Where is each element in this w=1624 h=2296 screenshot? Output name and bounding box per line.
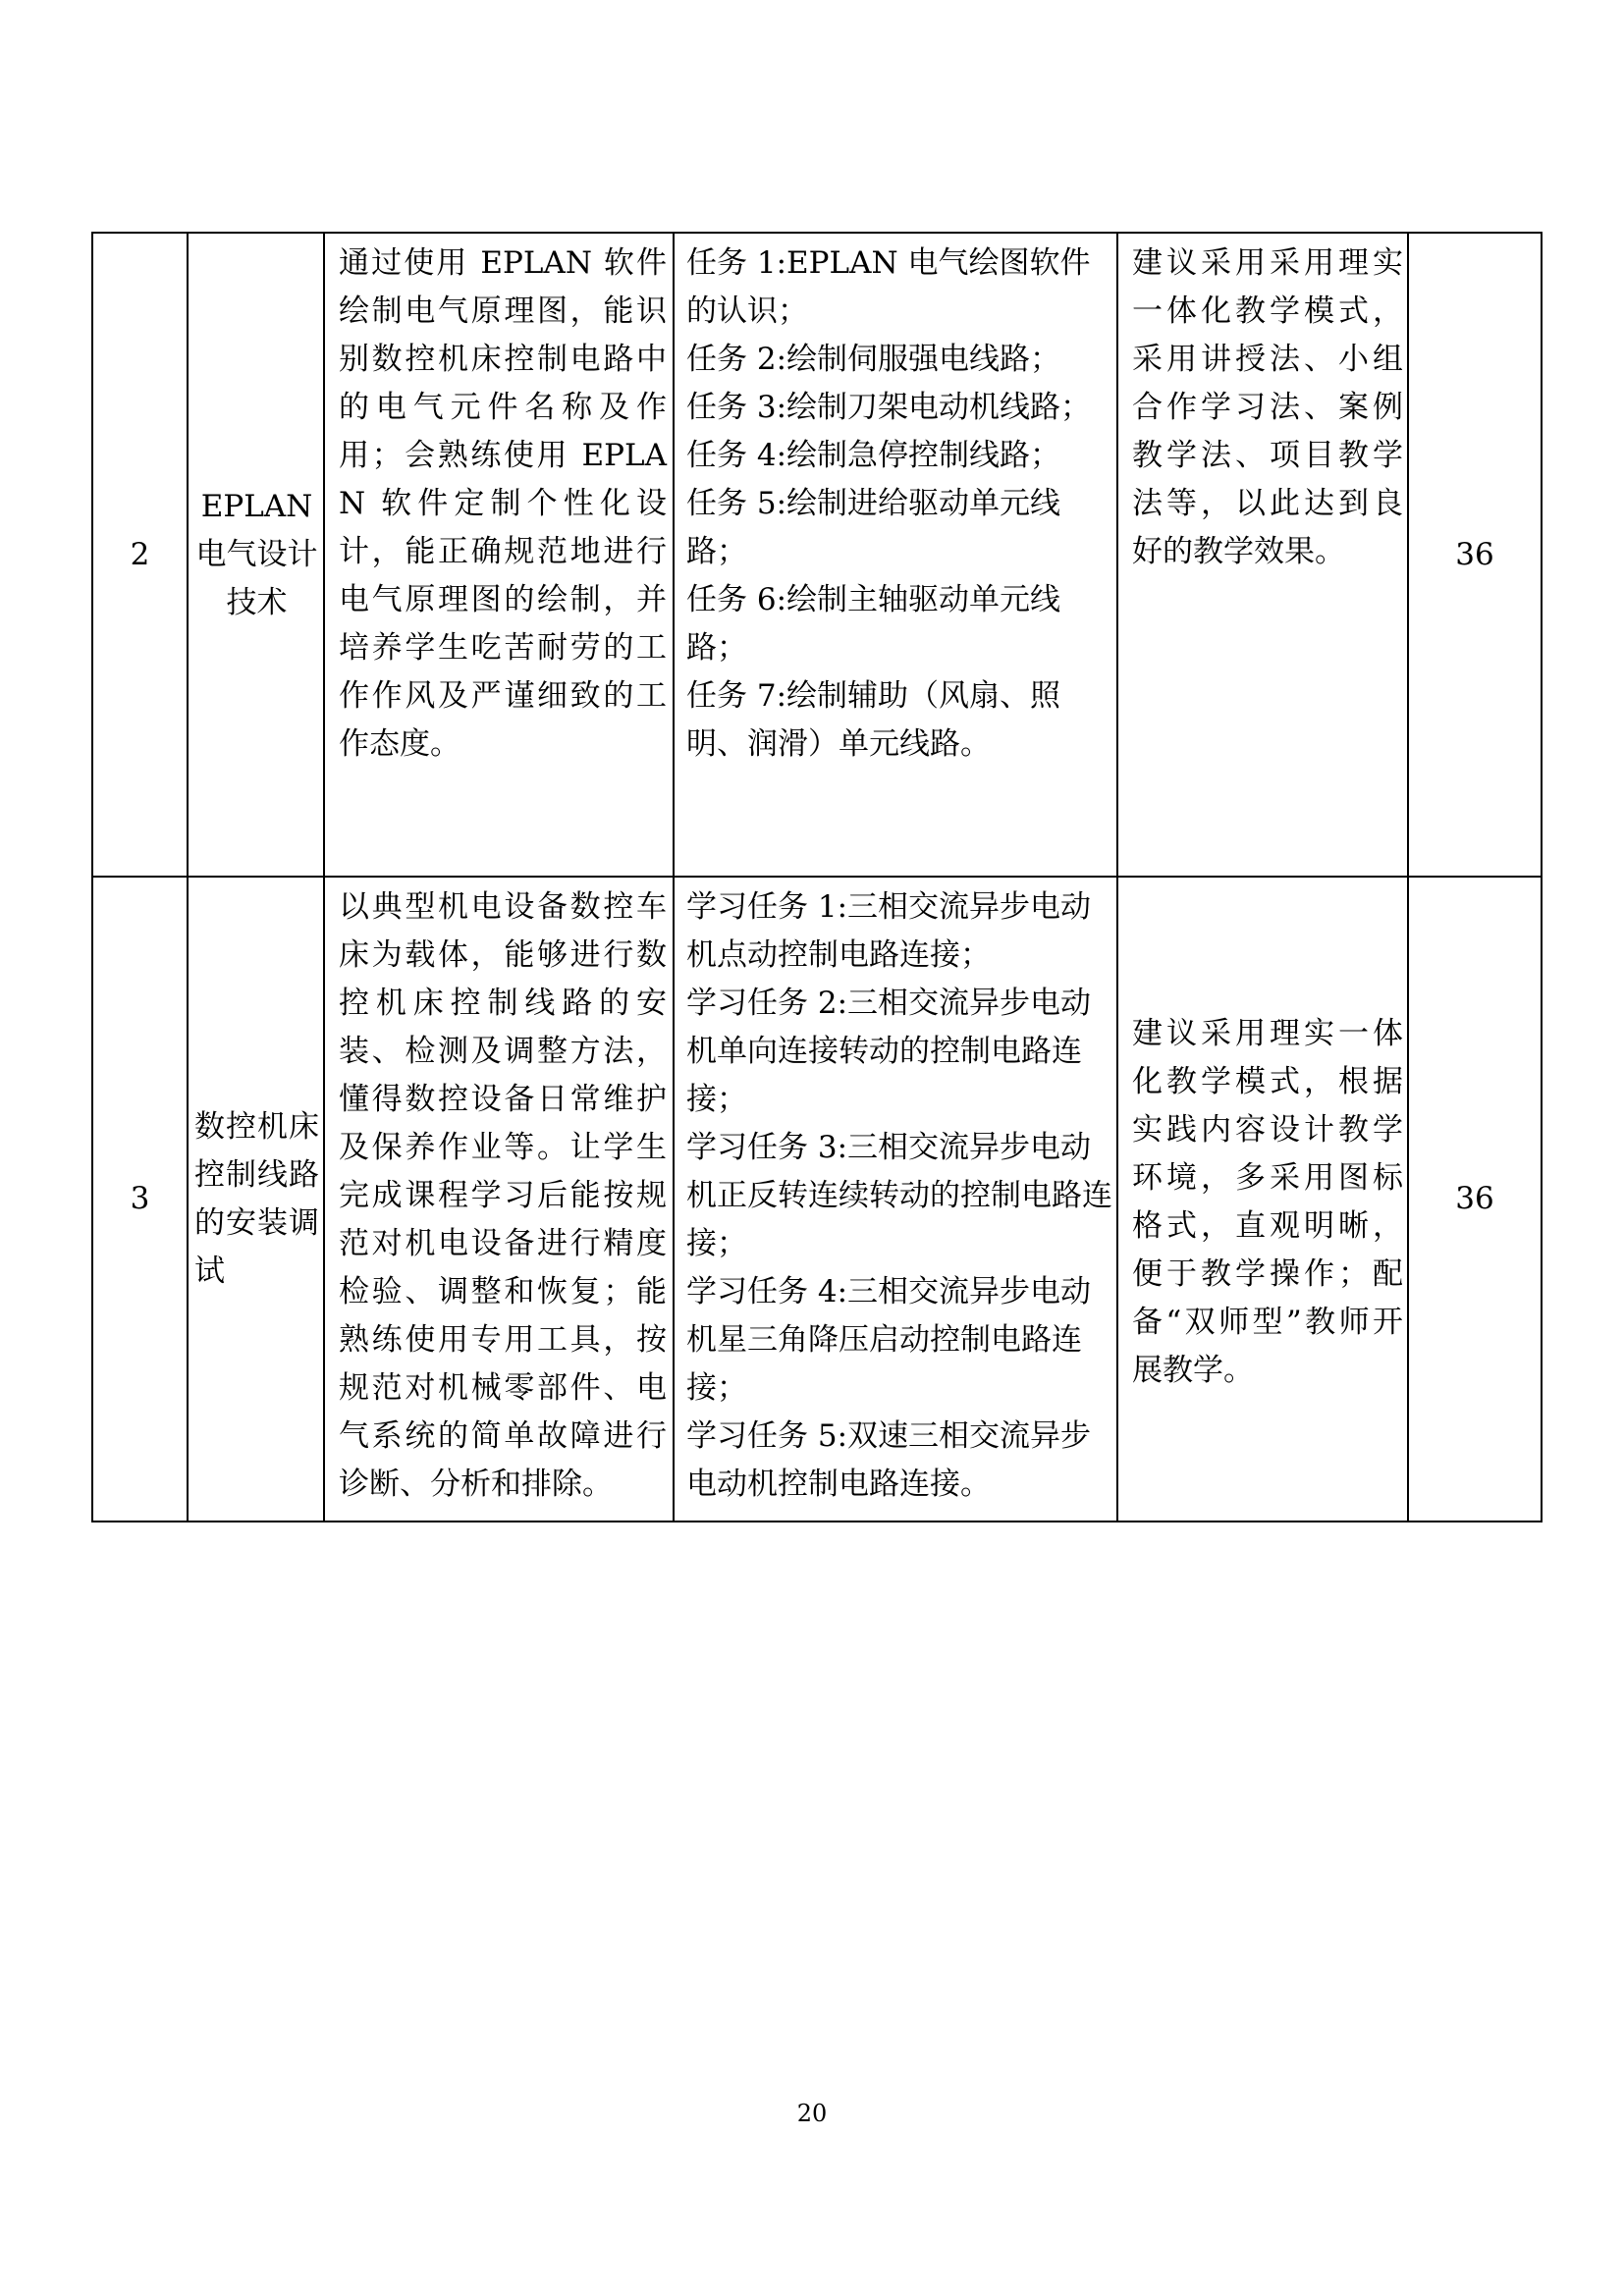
task-item: 任务 4:绘制急停控制线路； [686,438,1061,473]
course-name: EPLAN电气设计技术 [188,233,324,877]
task-item: 学习任务 4:三相交流异步电动机星三角降压启动控制电路连接； [686,1274,1092,1406]
task-item: 任务 1:EPLAN 电气绘图软件的认识； [686,245,1091,329]
course-tasks [674,233,1117,877]
class-hours: 36 [1408,233,1542,877]
task-item: 任务 5:绘制进给驱动单元线路； [686,486,1061,569]
course-tasks [674,877,1117,1522]
task-item: 任务 3:绘制刀架电动机线路； [686,390,1092,425]
task-item: 学习任务 1:三相交流异步电动机点动控制电路连接； [686,889,1092,973]
task-item: 任务 7:绘制辅助（风扇、照明、润滑）单元线路。 [686,678,1061,762]
course-goal: 以典型机电设备数控车床为载体，能够进行数控机床控制线路的安装、检测及调整方法，懂得数控设备日常维护及保养作业等。让学生完成课程学习后能按规范对机电设备进行精度检验、调整和恢复；能熟练使用专用工具，按规范对机械零部件、电气系统的简单故障进行诊断、分析和排除。 [324,877,674,1522]
row-number: 3 [92,877,188,1522]
teaching-method: 建议采用理实一体化教学模式，根据实践内容设计教学环境，多采用图标格式，直观明晰，便于教学操作；配备“双师型”教师开展教学。 [1117,877,1408,1522]
task-item: 任务 2:绘制伺服强电线路； [686,342,1061,377]
course-goal: 通过使用 EPLAN 软件绘制电气原理图，能识别数控机床控制电路中的电气元件名称及作用；会熟练使用 EPLAN 软件定制个性化设计，能正确规范地进行电气原理图的绘制，并培养学生吃苦耐劳的工作作风及严谨细致的工作态度。 [324,233,674,877]
course-name: 数控机床控制线路的安装调试 [188,877,324,1522]
page-number: 20 [796,2100,828,2127]
task-item: 学习任务 3:三相交流异步电动机正反转连续转动的控制电路连接； [686,1130,1112,1261]
task-item: 学习任务 5:双速三相交流异步电动机控制电路连接。 [686,1418,1092,1502]
class-hours: 36 [1408,877,1542,1522]
course-table [91,232,1543,1522]
task-item: 任务 6:绘制主轴驱动单元线路； [686,582,1061,666]
task-item: 学习任务 2:三相交流异步电动机单向连接转动的控制电路连接； [686,986,1092,1117]
table-row [92,233,1542,877]
row-number: 2 [92,233,188,877]
teaching-method: 建议采用采用理实一体化教学模式，采用讲授法、小组合作学习法、案例教学法、项目教学法等，以此达到良好的教学效果。 [1117,233,1408,877]
table-row [92,877,1542,1522]
